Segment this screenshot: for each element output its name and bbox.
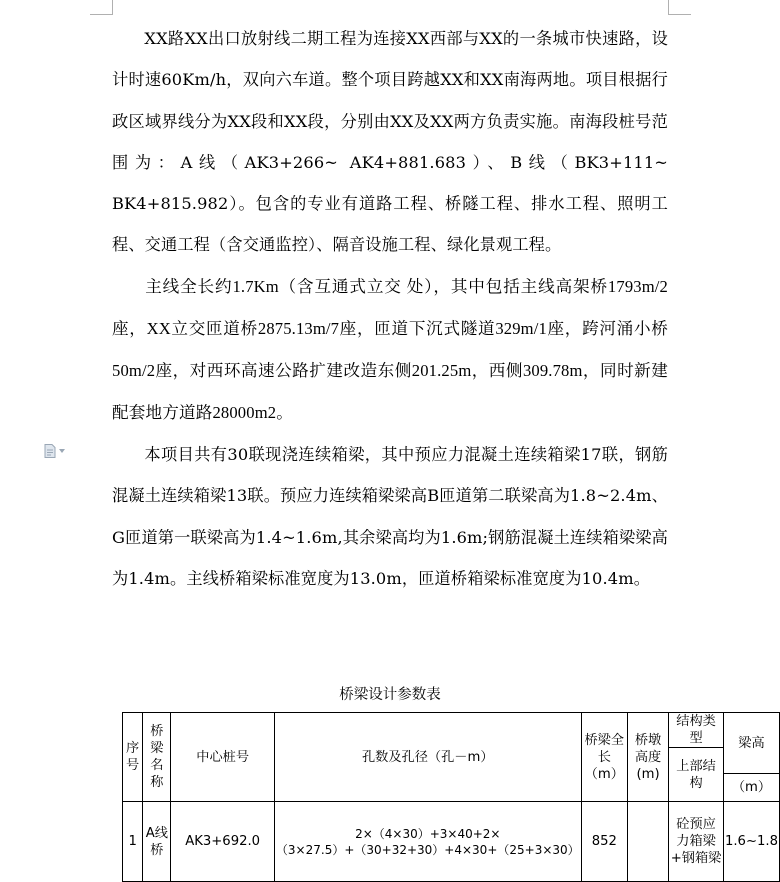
cell-spans: 2×（4×30）+3×40+2×（3×27.5）+（30+32+30）+4×30+（25+3×30）: [274, 802, 581, 882]
chevron-down-icon: [59, 449, 65, 453]
header-spans: 孔数及孔径（孔－m）: [274, 713, 581, 802]
cell-center-station: AK3+692.0: [171, 802, 275, 882]
bridge-parameters-table: [122, 712, 780, 882]
header-beam-height: 梁高: [723, 713, 779, 774]
paragraph-mainline-summary: 主线全长约1.7Km（含互通式立交 处），其中包括主线高架桥1793m/2座，XX立交匝道桥2875.13m/7座，匝道下沉式隧道329m/1座，跨河涌小桥50m/2座，对西环高速公路扩建改造东侧201.25m，西侧309.78m，同时新建配套地方道路28000m2。: [112, 276, 668, 422]
header-beam-height-unit: （m）: [723, 774, 779, 802]
header-center-station: 中心桩号: [171, 713, 275, 802]
page-corner-mark-right: [668, 0, 691, 15]
cell-superstructure: 砼预应力箱梁+钢箱梁: [669, 802, 724, 882]
cell-bridge-name: A线桥: [143, 802, 171, 882]
header-superstructure: 上部结构: [669, 748, 724, 802]
header-seq: 序号: [123, 713, 143, 802]
cell-beam-height: 1.6~1.8: [723, 802, 779, 882]
cell-seq: 1: [123, 802, 143, 882]
paragraph-options-icon: [44, 444, 56, 458]
header-pier-height: 桥墩高度(m): [627, 713, 668, 802]
paragraph-project-overview: XX路XX出口放射线二期工程为连接XX西部与XX的一条城市快速路，设计时速60Km/h，双向六车道。整个项目跨越XX和XX南海两地。项目根据行政区域界线分为XX段和XX段，分别由XX及XX两方负责实施。南海段桩号范围为：A线（AK3+266~ AK4+881.683）、B线（BK3+111~ BK4+815.982）。包含的专业有道路工程、桥隧工程、排水工程、照明工程、交通工程（含交通监控）、隔音设施工程、绿化景观工程。: [112, 29, 668, 255]
paragraph-options-button[interactable]: [44, 442, 72, 460]
page-corner-mark-left: [90, 0, 113, 15]
header-length: 桥梁全长（m）: [581, 713, 627, 802]
cell-length: 852: [581, 802, 627, 882]
document-body: [112, 18, 668, 600]
header-structure-type: 结构类型: [669, 713, 724, 748]
paragraph-box-girder-summary: 本项目共有30联现浇连续箱梁，其中预应力混凝土连续箱梁17联，钢筋混凝土连续箱梁13联。预应力连续箱梁梁高B匝道第二联梁高为1.8~2.4m、G匝道第一联梁高为1.4~1.6m,其余梁高均为1.6m;钢筋混凝土连续箱梁梁高为1.4m。主线桥箱梁标准宽度为13.0m，匝道桥箱梁标准宽度为10.4m。: [112, 444, 668, 589]
cell-pier-height: [627, 802, 668, 882]
header-bridge-name: 桥梁名称: [143, 713, 171, 802]
table-row: [123, 802, 780, 882]
table-title: 桥梁设计参数表: [339, 687, 441, 703]
